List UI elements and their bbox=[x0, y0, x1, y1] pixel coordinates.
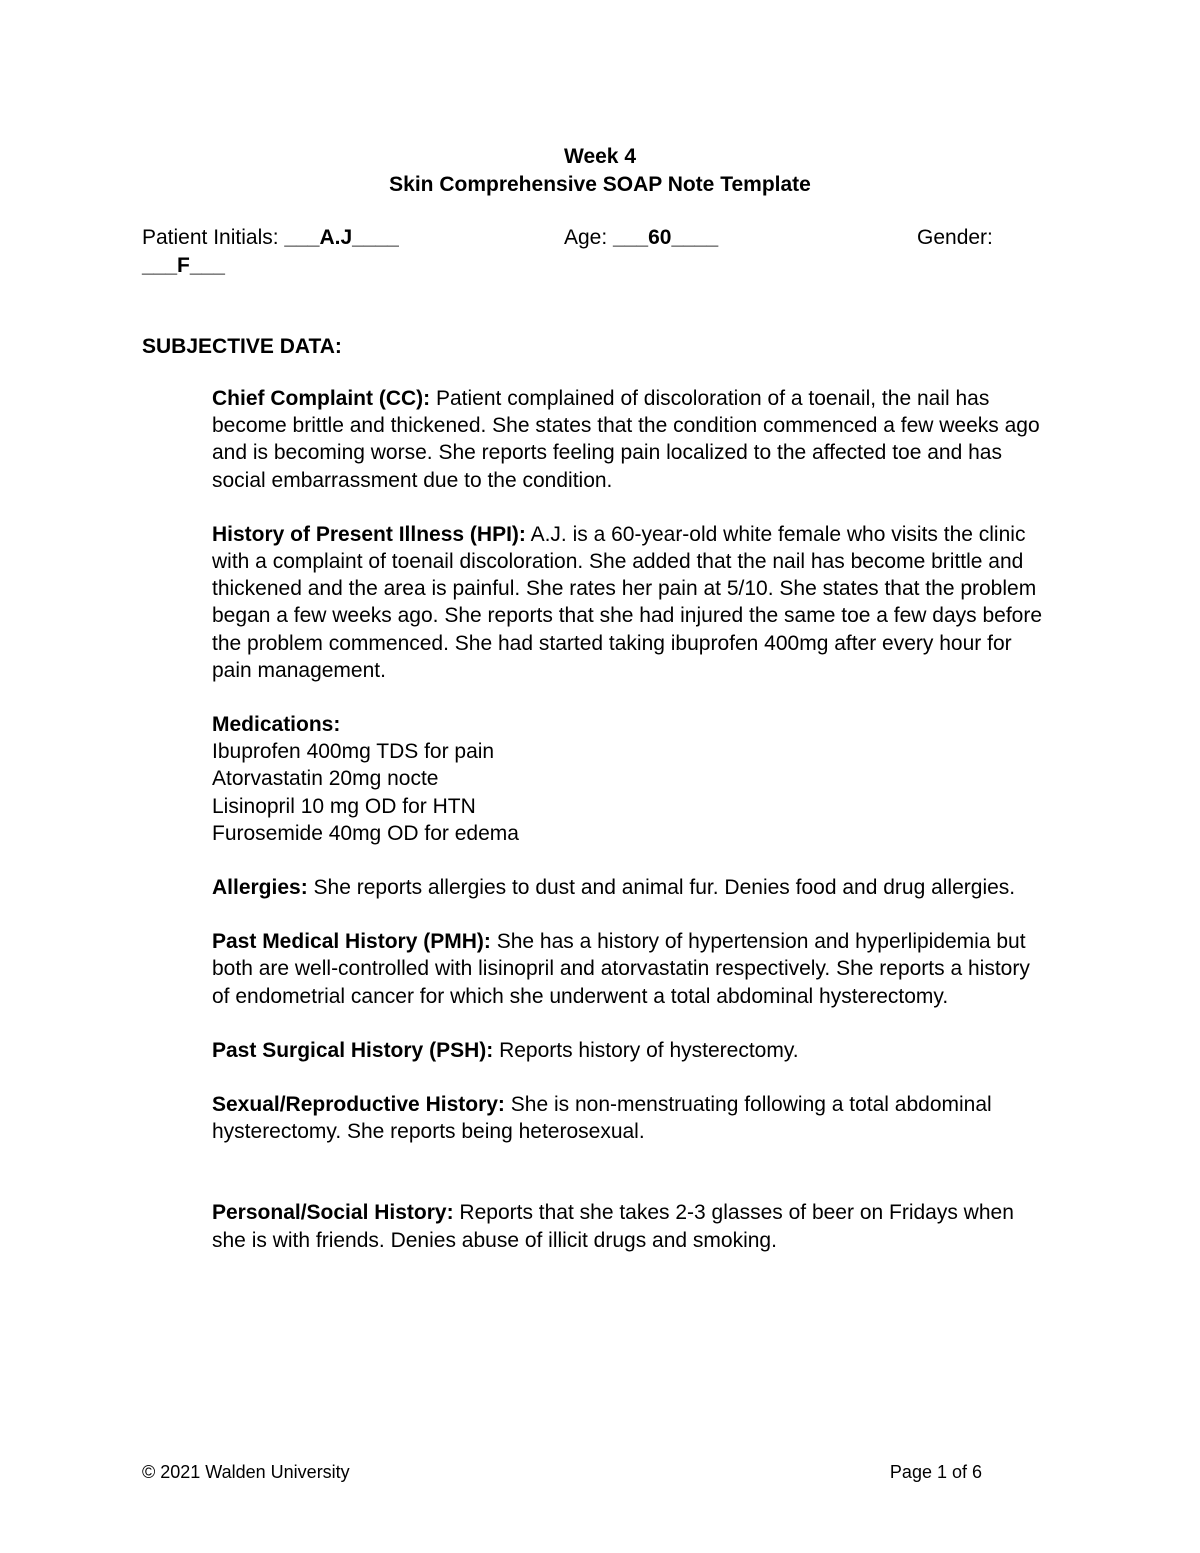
patient-initials-field bbox=[142, 224, 399, 252]
patient-initials-value: A.J bbox=[319, 226, 353, 249]
patient-age-blank-pre: ___ bbox=[613, 226, 649, 249]
document-header bbox=[0, 143, 1200, 199]
patient-gender-field bbox=[917, 224, 993, 252]
hpi-label: History of Present Illness (HPI): bbox=[212, 522, 526, 546]
subjective-content bbox=[212, 385, 1052, 1281]
sexual-history-label: Sexual/Reproductive History: bbox=[212, 1093, 505, 1117]
patient-initials-blank-post: ____ bbox=[352, 226, 399, 249]
subjective-data-heading: SUBJECTIVE DATA: bbox=[142, 335, 342, 358]
medication-item: Atorvastatin 20mg nocte bbox=[212, 767, 439, 791]
social-history-label: Personal/Social History: bbox=[212, 1201, 454, 1225]
week-label: Week 4 bbox=[564, 145, 636, 168]
patient-gender-blank-pre: ___ bbox=[142, 254, 178, 277]
chief-complaint-paragraph bbox=[212, 385, 1052, 494]
chief-complaint-text: Patient complained of discoloration of a toenail, the nail has become brittle and thickened. She states that the condition commenced a few weeks ago and is becoming worse. She reports feeling pain localized to the affected toe and has social embarrassment due to the condition. bbox=[212, 387, 1040, 492]
patient-gender-label: Gender: bbox=[917, 226, 993, 249]
medications-label: Medications: bbox=[212, 713, 341, 737]
sexual-history-paragraph bbox=[212, 1091, 1052, 1145]
pmh-text: She has a history of hypertension and hyperlipidemia but both are well-controlled with lisinopril and atorvastatin respectively. She reports a history of endometrial cancer for which she underwent a total abdominal hysterectomy. bbox=[212, 930, 1030, 1008]
page-number: Page 1 of 6 bbox=[889, 1462, 982, 1482]
patient-gender-blank-post: ___ bbox=[189, 254, 225, 277]
patient-age-value: 60 bbox=[648, 226, 672, 249]
patient-initials-label: Patient Initials: bbox=[142, 226, 285, 249]
sexual-history-text: She is non-menstruating following a total abdominal hysterectomy. She reports being heterosexual. bbox=[212, 1093, 992, 1144]
patient-info-row bbox=[142, 224, 1062, 252]
psh-label: Past Surgical History (PSH): bbox=[212, 1038, 494, 1062]
social-history-text: Reports that she takes 2-3 glasses of beer on Fridays when she is with friends. Denies abuse of illicit drugs and smoking. bbox=[212, 1201, 1014, 1252]
pmh-label: Past Medical History (PMH): bbox=[212, 930, 491, 954]
medication-item: Furosemide 40mg OD for edema bbox=[212, 821, 519, 845]
page-footer bbox=[142, 1460, 982, 1484]
patient-age-label: Age: bbox=[564, 226, 614, 249]
hpi-text: A.J. is a 60-year-old white female who visits the clinic with a complaint of toenail discoloration. She added that the nail has become brittle and thickened and the area is painful. She rates her pain at 5/10. She states that the problem began a few weeks ago. She reports that she had injured the same toe a few days before the problem commenced. She had started taking ibuprofen 400mg after every hour for pain management. bbox=[212, 522, 1043, 682]
pmh-paragraph bbox=[212, 928, 1052, 1010]
copyright-text: © 2021 Walden University bbox=[142, 1462, 350, 1482]
allergies-text: She reports allergies to dust and animal fur. Denies food and drug allergies. bbox=[307, 876, 1016, 900]
medications-section bbox=[212, 711, 1052, 847]
psh-text: Reports history of hysterectomy. bbox=[493, 1038, 799, 1062]
allergies-label: Allergies: bbox=[212, 876, 308, 900]
document-title: Skin Comprehensive SOAP Note Template bbox=[389, 173, 811, 196]
chief-complaint-label: Chief Complaint (CC): bbox=[212, 387, 431, 410]
medication-item: Lisinopril 10 mg OD for HTN bbox=[212, 794, 476, 818]
allergies-paragraph bbox=[212, 874, 1052, 901]
patient-age-blank-post: ____ bbox=[671, 226, 719, 249]
patient-initials-blank-pre: ___ bbox=[284, 226, 320, 249]
patient-age-field bbox=[564, 224, 718, 252]
psh-paragraph bbox=[212, 1037, 1052, 1064]
patient-gender-value-line bbox=[142, 252, 225, 280]
hpi-paragraph bbox=[212, 521, 1052, 684]
patient-gender-value: F bbox=[177, 254, 190, 277]
medication-item: Ibuprofen 400mg TDS for pain bbox=[212, 740, 495, 764]
social-history-paragraph bbox=[212, 1199, 1052, 1253]
